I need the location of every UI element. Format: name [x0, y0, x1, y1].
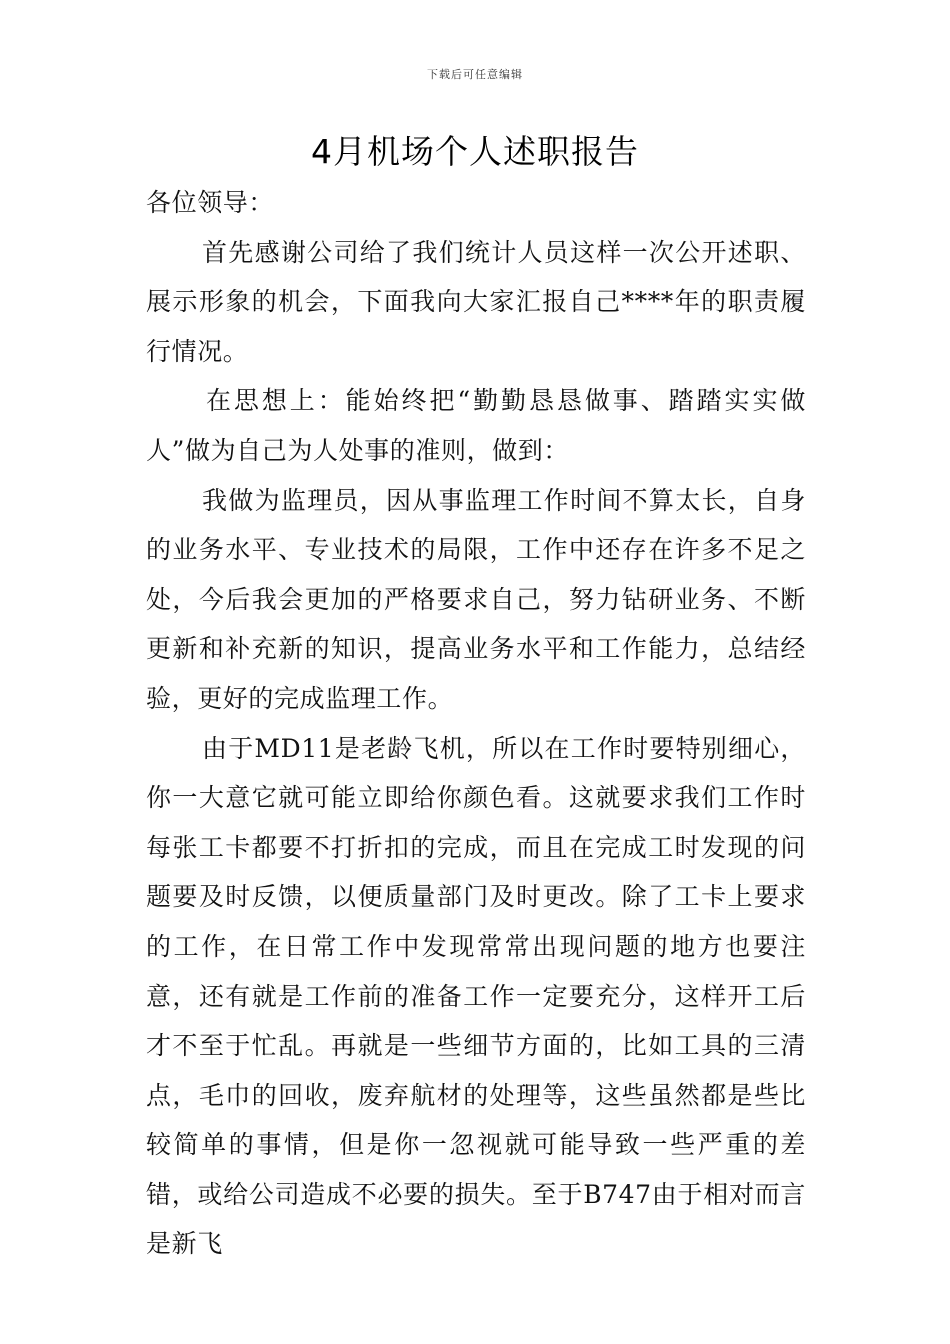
- paragraph-intro: 首先感谢公司给了我们统计人员这样一次公开述职、展示形象的机会，下面我向大家汇报自己****年的职责履行情况。: [146, 237, 806, 366]
- paragraph-aircraft: 由于MD11是老龄飞机，所以在工作时要特别细心，你一大意它就可能立即给你颜色看。这就要求我们工作时每张工卡都要不打折扣的完成，而且在完成工时发现的问题要及时反馈，以便质量部门及时更改。除了工卡上要求的工作，在日常工作中发现常常出现问题的地方也要注意，还有就是工作前的准备工作一定要充分，这样开工后才不至于忙乱。再就是一些细节方面的，比如工具的三清点，毛巾的回收，废弃航材的处理等，这些虽然都是些比较简单的事情，但是你一忽视就可能导致一些严重的差错，或给公司造成不必要的损失。至于B747由于相对而言是新飞: [146, 733, 806, 1259]
- header-note: 下载后可任意编辑: [427, 68, 523, 81]
- paragraph-thinking: 在思想上：能始终把“勤勤恳恳做事、踏踏实实做人”做为自己为人处事的准则，做到：: [146, 386, 806, 465]
- salutation: 各位领导：: [146, 188, 275, 217]
- document-body: [146, 178, 806, 1269]
- paragraph-supervisor: 我做为监理员，因从事监理工作时间不算太长，自身的业务水平、专业技术的局限，工作中还存在许多不足之处，今后我会更加的严格要求自己，努力钻研业务、不断更新和补充新的知识，提高业务水平和工作能力，总结经验，更好的完成监理工作。: [146, 485, 806, 713]
- document-title: 4月机场个人述职报告: [311, 132, 639, 171]
